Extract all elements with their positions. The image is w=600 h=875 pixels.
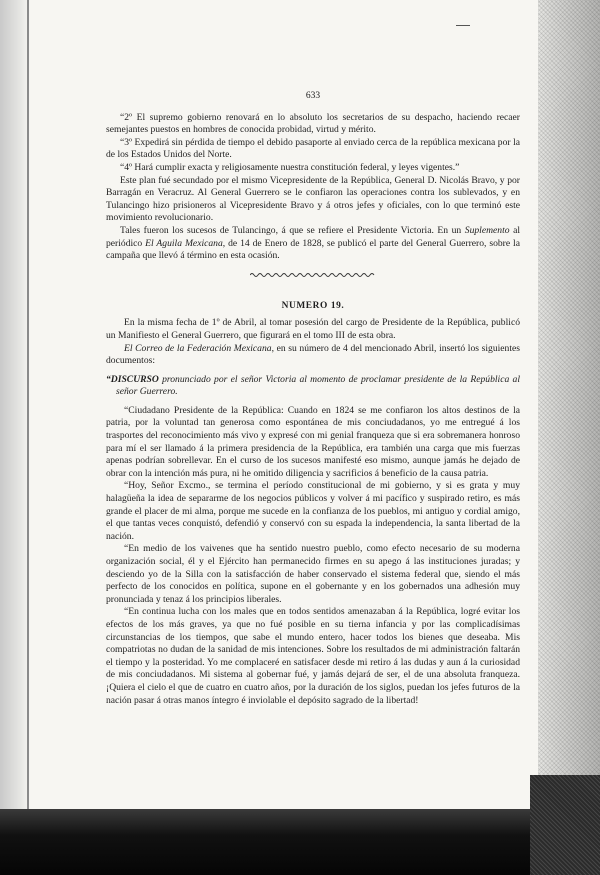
speech-title: “DISCURSO pronunciado por el señor Victoria al momento de proclamar presidente de la República al señor Guerrero. xyxy=(106,373,520,398)
section-title: NUMERO 19. xyxy=(281,300,345,311)
intro-paragraph: En la misma fecha de 1º de Abril, al tomar posesión del cargo de Presidente de la República, publicó un Manifiesto el General Guerrero, que figurará en el tomo III de esta obra. xyxy=(106,317,520,341)
scan-left-margin xyxy=(0,0,30,875)
speech-paragraph-3: “En medio de los vaivenes que ha sentido nuestro pueblo, como efecto necesario de su moderna organización social, él y el Ejército han permanecido firmes en su apego á las instituciones juradas; y desciendo yo de la Silla con la satisfacción de haber conservado el sistema federal que, siendo el más perfecto de los conocidos en política, supone en el gobernante y en los gobernados una adhesión muy pronunciada y tenaz á los principios liberales. xyxy=(106,543,520,605)
wavy-separator xyxy=(250,272,376,278)
scan-bottom-right-corner xyxy=(530,775,600,875)
scan-bottom-edge xyxy=(0,809,600,875)
article-2: “2º El supremo gobierno renovará en lo absoluto los secretarios de su despacho, haciendo recaer semejantes puestos en hombres de conocida probidad, virtud y mérito. xyxy=(106,111,520,136)
article-4: “4º Hará cumplir exacta y religiosamente nuestra constitución federal, y leyes vigentes.” xyxy=(120,161,460,173)
speech-paragraph-4: “En continua lucha con los males que en todos sentidos amenazaban á la República, logré evitar los efectos de los más graves, ya que no fué posible en su tierna infancia y por las complicadísimas circunstancias de los tiempos, que sabe el mundo entero, hacer todos los bienes que deseaba. Mis compatriotas no dudan de la sanidad de mis intenciones. Sobre los resultados de mi administración faltarán el tiempo y la posteridad. Yo me complaceré en satisfacer desde mi retiro á las dudas y aun á la curiosidad de mis conciudadanos. Mi sistema al gobernar fué, y jamás dejará de ser, el de una absoluta franqueza. ¡Quiera el cielo el que de cuatro en cuatro años, por la duración de los siglos, puedan los jefes futuros de la nación pasar á otras manos íntegro é inviolable el depósito sagrado de la libertad! xyxy=(106,606,520,706)
speech-paragraph-2: “Hoy, Señor Excmo., se termina el período constitucional de mi gobierno, y si es grata y muy halagüeña la idea de separarme de los negocios públicos y volver á mi pacífico y suspirado retiro, es más grande el placer de mi alma, porque me sucede en la confianza de los pueblos, mi antiguo y cordial amigo, el que tantas veces conquistó, defendió y conservó con su espada la independencia, la santa libertad de la nación. xyxy=(106,480,520,542)
binding-line xyxy=(27,0,29,812)
top-mark xyxy=(456,25,470,26)
correo-paragraph: El Correo de la Federación Mexicana, en su número de 4 del mencionado Abril, insertó los siguientes documentos: xyxy=(106,342,520,367)
speech-paragraph-1: “Ciudadano Presidente de la República: Cuando en 1824 se me confiaron los altos destinos de la patria, por la voluntad tan generosa como espontánea de mis conciudadanos, yo me entregué á los trasportes del reconocimiento más vivo y expresé con mi genial franqueza que si era sobremanera honroso para mí el ser llamado á la primera presidencia de la República, era también una carga que mis fuerzas apenas podrían sobrellevar. En el curso de los sucesos manifesté eso mismo, aunque jamás he dejado de obrar con la intención más pura, ni he omitido diligencia y sacrificios á beneficio de la causa patria. xyxy=(106,404,520,479)
plan-paragraph: Este plan fué secundado por el mismo Vicepresidente de la República, General D. Nicolás Bravo, y por Barragán en Veracruz. Al General Guerrero se le confiaron las operaciones contra los sublevados, y en Tulancingo hizo prisioneros al Vicepresidente Bravo y á otros jefes y oficiales, con lo que terminó este movimiento revolucionario. xyxy=(106,174,520,224)
scan-right-edge xyxy=(538,0,600,875)
page-number: 633 xyxy=(305,91,321,101)
tulancingo-paragraph: Tales fueron los sucesos de Tulancingo, á que se refiere el Presidente Victoria. En un Suplemento al periódico El Aguila Mexicana, de 14 de Enero de 1828, se publicó el parte del General Guerrero, sobre la campaña que llevó á término en esta ocasión. xyxy=(106,224,520,262)
document-page xyxy=(106,90,520,707)
article-3: “3º Expedirá sin pérdida de tiempo el debido pasaporte al enviado cerca de la república mexicana por la de los Estados Unidos del Norte. xyxy=(106,136,520,161)
